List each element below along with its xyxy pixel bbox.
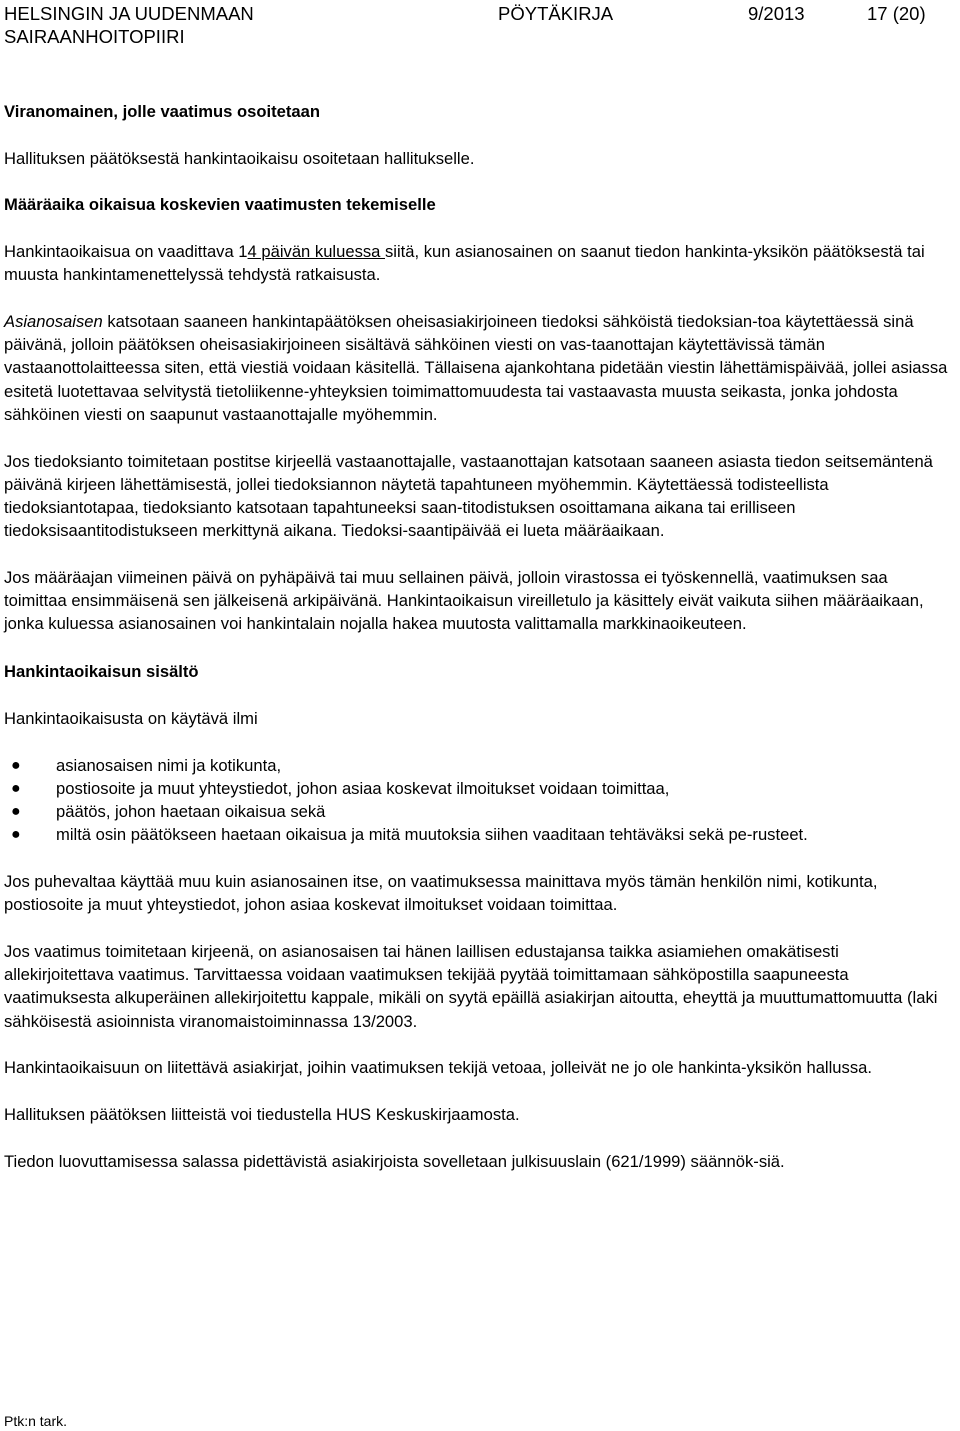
bullet-icon: ● [11,756,21,774]
requirements-list [4,754,952,847]
bullet-icon: ● [11,803,21,821]
list-item-text: postiosoite ja muut yhteystiedot, johon asiaa koskevat ilmoitukset voidaan toimittaa, [56,779,670,799]
document-type: PÖYTÄKIRJA [498,3,614,24]
list-item [4,777,952,800]
paragraph-representative: Jos puhevaltaa käyttää muu kuin asianosainen itse, on vaatimuksessa mainittava myös tämän henkilön nimi, kotikunta, postiosoite ja muut yhteystiedot, johon asiaa koskevat ilmoitukset voidaan toimittaa. [4,872,878,915]
paragraph-postal-notice: Jos tiedoksianto toimitetaan postitse kirjeellä vastaanottajalle, vastaanottajan katsotaan saaneen asiasta tiedon seitsemäntenä päivänä kirjeen lähettämisestä, jollei tiedoksiannon näytetä tapahtuneen myöhemmin. Käytettäessä todisteellista tiedoksiantotapaa, tiedoksianto katsotaan tapahtuneeksi saan-titodistuksen osoittamana aikana tai erilliseen tiedoksisaantitodistukseen merkittynä aikana. Tiedoksi-saantipäivää ei lueta määräaikaan. [4,451,933,541]
text-run: katsotaan saaneen hankintapäätöksen oheisasiakirjoineen tiedoksi sähköistä tiedoksian-toa käytettäessä sinä päivänä, jolloin päätöksen oheisasiakirjoineen sisältävä sähköinen viesti on vas-taanottajan käytettävissä tämän vastaanottolaitteessa siten, että viestiä voidaan käsitellä. Tällaisena ajankohtana pidetään viestin lähettämispäivää, jollei asiassa esitetä luotettavaa selvitystä tietoliikenne-yhteyksien toimimattomuudesta tai vastaavasta muusta seikasta, jonka johdosta sähköinen viesti on saapunut vastaanottajalle myöhemmin. [4,312,948,424]
section-heading-content: Hankintaoikaisun sisältö [4,662,199,682]
paragraph-authority: Hallituksen päätöksestä hankintaoikaisu osoitetaan hallitukselle. [4,148,475,168]
paragraph-holiday-rule: Jos määräajan viimeinen päivä on pyhäpäivä tai muu sellainen päivä, jolloin virastossa ei työskennellä, vaatimuksen saa toimittaa ensimmäisenä sen jälkeisenä arkipäivänä. Hankintaoikaisun vireilletulo ja käsittely eivät vaikuta siihen määräaikaan, jonka kuluessa asianosainen voi hankintalain nojalla hakea muutosta valittamalla markkinaoikeuteen. [4,567,924,634]
text-run: Hankintaoikaisua on vaadittava 1 [4,242,248,262]
paragraph-attachments: Hankintaoikaisuun on liitettävä asiakirjat, joihin vaatimuksen tekijä vetoaa, jolleivät ne jo ole hankinta-yksikön hallussa. [4,1058,872,1078]
paragraph-confidentiality: Tiedon luovuttamisessa salassa pidettävistä asiakirjoista sovelletaan julkisuuslain (621/1999) säännök-siä. [4,1151,785,1171]
list-item [4,754,952,777]
page-number: 17 (20) [867,3,926,24]
org-name-line2: SAIRAANHOITOPIIRI [4,26,185,47]
document-number: 9/2013 [748,3,805,24]
underlined-text: 4 päivän kuluessa [247,242,385,262]
document-body [4,100,952,1173]
paragraph-electronic-notice [4,310,952,426]
paragraph-letter-signature: Jos vaatimus toimitetaan kirjeenä, on asianosaisen tai hänen laillisen edustajansa taikka asiamiehen omakätisesti allekirjoitettava vaatimus. Tarvittaessa voidaan vaatimuksen tekijää pyytää toimittamaan sähköpostilla saapuneesta vaatimuksesta alkuperäinen allekirjoitettu kappale, mikäli on syytä epäillä asiakirjan aitoutta, eheyttä ja muuttumattomuutta (laki sähköisestä asioinnista viranomaistoiminnassa 13/2003. [4,942,938,1031]
list-item-text: asianosaisen nimi ja kotikunta, [56,755,282,775]
org-name-line1: HELSINGIN JA UUDENMAAN [4,3,254,24]
paragraph-content-intro: Hankintaoikaisusta on käytävä ilmi [4,709,258,729]
list-item-text: päätös, johon haetaan oikaisua sekä [56,802,326,822]
bullet-icon: ● [11,826,21,844]
paragraph-deadline [4,240,952,286]
footer-signature-label: Ptk:n tark. [4,1413,68,1429]
list-item [4,800,952,823]
section-heading-deadline: Määräaika oikaisua koskevien vaatimusten tekemiselle [4,195,436,215]
page-header [4,2,944,50]
list-item [4,823,952,846]
italic-term: Asianosaisen [4,312,103,332]
section-heading-authority: Viranomainen, jolle vaatimus osoitetaan [4,102,320,121]
list-item-text: miltä osin päätökseen haetaan oikaisua ja mitä muutoksia siihen vaaditaan tehtäväksi sekä pe-rusteet. [56,825,808,845]
text-run: siitä, kun asianosainen on saanut tiedon hankinta-yksikön päätöksestä tai muusta hankintamenettelyssä tehdystä ratkaisusta. [4,242,925,285]
bullet-icon: ● [11,780,21,798]
paragraph-appendix-inquiry: Hallituksen päätöksen liitteistä voi tiedustella HUS Keskuskirjaamosta. [4,1105,520,1125]
